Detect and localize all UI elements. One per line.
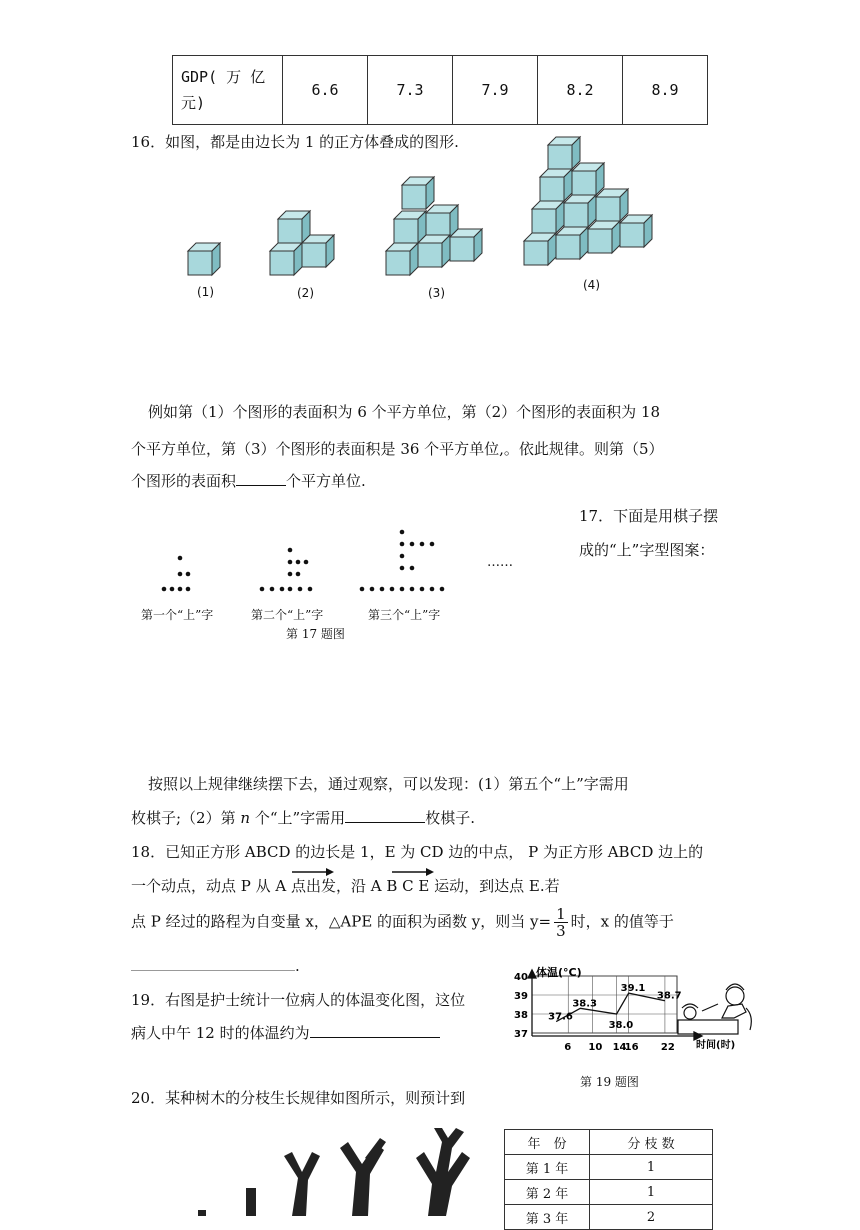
q16-prompt: 16．如图，都是由边长为 1 的正方体叠成的图形. [131, 133, 459, 151]
q18-text: . [295, 957, 300, 975]
q19-text: 病人中午 12 时的体温约为 [131, 1024, 310, 1042]
cube-stacks-figure [180, 135, 680, 305]
x-tick-label: 22 [660, 1042, 675, 1053]
q16-text: 个图形的表面积 [131, 472, 237, 490]
caption: 第一个“上”字 [141, 608, 214, 622]
y-axis-label: 体温(°C) [536, 966, 582, 979]
temperature-chart [510, 966, 760, 1066]
q16-text-line3 [131, 467, 366, 495]
q19-text-line2 [131, 1019, 440, 1047]
table-row [505, 1205, 713, 1230]
q17-prompt: 成的“上”字型图案： [579, 541, 715, 559]
answer-blank[interactable] [345, 806, 425, 823]
variable-n: n [240, 809, 251, 827]
q17-text: 个“上”字需用 [254, 809, 346, 827]
figure-caption: 第 19 题图 [580, 1075, 639, 1089]
x-tick-label: 10 [588, 1042, 603, 1053]
q17-text: 按照以上规律继续摆下去，通过观察，可以发现：(1）第五个“上”字需用 [148, 775, 629, 793]
q17-prompt: 17．下面是用棋子摆 [579, 507, 719, 525]
answer-blank[interactable] [131, 954, 295, 971]
branch-table [504, 1129, 713, 1230]
table-cell: 第 3 年 [505, 1205, 590, 1230]
table-cell: 第 2 年 [505, 1180, 590, 1205]
q16-text: 例如第（1）个图形的表面积为 6 个平方单位，第（2）个图形的表面积为 18 [148, 403, 661, 421]
y-tick-label: 39 [514, 991, 528, 1002]
q20-text: 20．某种树木的分枝生长规律如图所示，则预计到 [131, 1089, 466, 1107]
x-tick-label: 16 [624, 1042, 639, 1053]
q19-text: 19．右图是护士统计一位病人的体温变化图，这位 [131, 991, 466, 1009]
ellipsis: …… [487, 555, 513, 570]
gdp-table [172, 55, 708, 125]
q17-text-line2 [131, 804, 475, 832]
y-tick-label: 40 [514, 972, 528, 983]
caption: 第二个“上”字 [251, 608, 324, 622]
table-cell: 2 [590, 1205, 713, 1230]
figure-label: (2) [297, 286, 314, 300]
x-tick-label: 6 [564, 1042, 572, 1053]
table-row [505, 1155, 713, 1180]
answer-blank[interactable] [310, 1021, 440, 1038]
figure-label: (3) [428, 286, 445, 300]
patient-nurse-illustration [678, 984, 751, 1034]
gdp-value: 7.9 [453, 56, 538, 125]
gdp-value: 7.3 [368, 56, 453, 125]
table-row [505, 1180, 713, 1205]
data-point-label: 37.6 [548, 1011, 573, 1023]
chart-frame [532, 976, 677, 1033]
fraction [554, 906, 568, 939]
table-header: 分 枝 数 [590, 1130, 713, 1155]
q18-text-line3 [131, 906, 674, 939]
data-point-label: 38.3 [572, 998, 598, 1010]
table-cell: 1 [590, 1180, 713, 1205]
q18-answer-line [131, 952, 300, 980]
q17-text: 枚棋子;（2）第 [131, 809, 236, 827]
y-tick-label: 38 [514, 1010, 528, 1021]
figure-label: (4) [583, 278, 600, 292]
table-header: 年 份 [505, 1130, 590, 1155]
gdp-value: 8.2 [538, 56, 623, 125]
caption: 第三个“上”字 [368, 608, 441, 622]
x-axis-label: 时间(时) [696, 1040, 736, 1051]
q18-text: 18．已知正方形 ABCD 的边长是 1，E 为 CD 边的中点， P 为正方形 ABCD 边上的 [131, 843, 704, 861]
q17-text: 枚棋子. [425, 809, 475, 827]
q18-text: 一个动点，动点 P 从 A 点出发，沿 A B C E 运动，到达点 E.若 [131, 877, 560, 895]
answer-blank[interactable] [236, 469, 286, 486]
y-tick-label: 37 [514, 1029, 528, 1040]
q16-text: 个平方单位. [286, 472, 366, 490]
data-point-label: 38.0 [608, 1020, 634, 1031]
table-cell: 1 [590, 1155, 713, 1180]
arrow-icons [290, 866, 440, 878]
cube [188, 243, 220, 275]
x-tick-label: 14 [612, 1042, 627, 1053]
figure-caption: 第 17 题图 [286, 627, 345, 641]
figure-label: (1) [197, 285, 214, 299]
data-point-label: 38.7 [656, 990, 682, 1002]
tree-branch-figure [180, 1128, 500, 1216]
table-cell: 第 1 年 [505, 1155, 590, 1180]
q18-text: 点 P 经过的路程为自变量 x，△APE 的面积为函数 y，则当 y= [131, 912, 552, 931]
gdp-value: 6.6 [283, 56, 368, 125]
fraction-denominator: 3 [556, 922, 566, 940]
gdp-value: 8.9 [623, 56, 708, 125]
data-point-label: 39.1 [620, 983, 646, 995]
fraction-numerator: 1 [556, 905, 566, 923]
q18-text: 时，x 的值等于 [570, 912, 674, 931]
shang-character-figure [150, 525, 470, 600]
gdp-row-label: GDP( 万 亿 元) [173, 56, 283, 125]
q16-text: 个平方单位，第（3）个图形的表面积是 36 个平方单位,。依此规律。则第（5） [131, 440, 664, 458]
